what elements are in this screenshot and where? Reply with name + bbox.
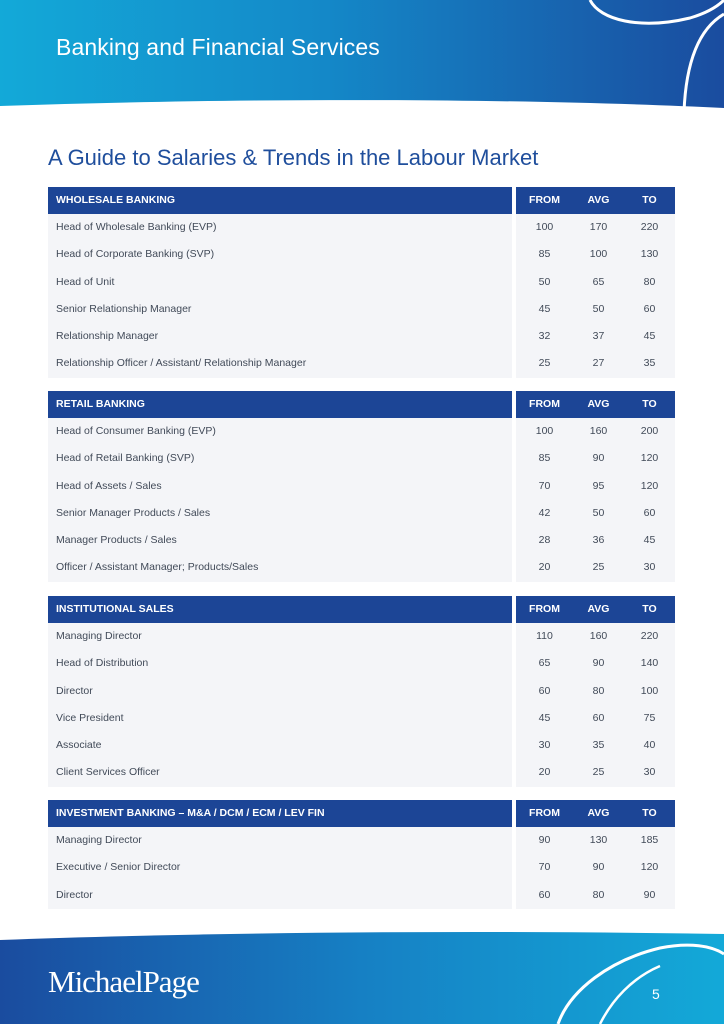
to-cell: 60	[643, 302, 656, 315]
to-cell: 120	[640, 479, 659, 492]
role-cell: Head of Unit	[48, 269, 512, 296]
table-row	[48, 214, 675, 241]
role-cell: Managing Director	[48, 827, 512, 854]
from-cell: 70	[538, 479, 551, 492]
avg-cell: 170	[589, 221, 608, 233]
from-cell: 25	[538, 357, 551, 370]
table-row	[48, 445, 675, 472]
avg-cell: 60	[592, 711, 605, 724]
to-cell: 185	[640, 834, 659, 846]
to-cell: 30	[643, 766, 656, 779]
from-cell: 45	[538, 302, 551, 315]
table-row	[48, 678, 675, 705]
to-cell: 40	[643, 739, 656, 752]
avg-cell: 36	[592, 534, 605, 547]
role-cell: Senior Manager Products / Sales	[48, 500, 512, 527]
from-cell: 65	[538, 657, 551, 670]
role-cell: Head of Consumer Banking (EVP)	[48, 418, 512, 445]
table-row	[48, 269, 675, 296]
avg-cell: 80	[592, 684, 605, 697]
role-cell: Executive / Senior Director	[48, 854, 512, 881]
role-cell: Manager Products / Sales	[48, 527, 512, 554]
document-title: A Guide to Salaries & Trends in the Labour Market	[48, 145, 539, 170]
salary-table-institutional-sales	[48, 596, 675, 787]
table-header	[48, 187, 675, 214]
from-cell: 110	[536, 630, 553, 642]
avg-cell: 90	[592, 452, 605, 465]
table-row	[48, 705, 675, 732]
from-cell: 32	[538, 330, 551, 343]
role-cell: Relationship Officer / Assistant/ Relationship Manager	[48, 350, 512, 377]
table-row	[48, 241, 675, 268]
from-cell: 45	[538, 711, 551, 724]
avg-cell: 50	[592, 506, 605, 519]
role-cell: Senior Relationship Manager	[48, 296, 512, 323]
to-cell: 35	[643, 357, 656, 370]
table-row	[48, 854, 675, 881]
from-cell: 90	[538, 834, 551, 846]
to-cell: 130	[640, 248, 659, 261]
to-cell: 30	[643, 561, 656, 574]
column-header-to: TO	[642, 603, 657, 615]
to-cell: 220	[640, 630, 659, 642]
avg-cell: 65	[592, 275, 605, 288]
avg-cell: 25	[592, 561, 605, 574]
role-cell: Head of Assets / Sales	[48, 473, 512, 500]
role-cell: Associate	[48, 732, 512, 759]
column-header-to: TO	[642, 194, 657, 206]
table-header	[48, 596, 675, 623]
to-cell: 45	[643, 330, 656, 343]
from-cell: 20	[538, 766, 551, 779]
table-row	[48, 554, 675, 581]
from-cell: 42	[538, 506, 551, 519]
from-cell: 28	[538, 534, 551, 547]
section-title: INVESTMENT BANKING – M&A / DCM / ECM / LEV FIN	[48, 800, 512, 827]
table-row	[48, 350, 675, 377]
table-row	[48, 759, 675, 786]
table-row	[48, 827, 675, 854]
column-header-from: FROM	[529, 194, 560, 206]
table-row	[48, 623, 675, 650]
michael-page-logo: MichaelPage	[48, 964, 199, 999]
section-title: WHOLESALE BANKING	[48, 187, 512, 214]
salary-table-retail-banking	[48, 391, 675, 582]
to-cell: 90	[643, 888, 656, 901]
role-cell: Relationship Manager	[48, 323, 512, 350]
table-header	[48, 391, 675, 418]
table-row	[48, 527, 675, 554]
avg-cell: 27	[592, 357, 605, 370]
to-cell: 75	[643, 711, 656, 724]
from-cell: 50	[538, 275, 551, 288]
role-cell: Officer / Assistant Manager; Products/Sales	[48, 554, 512, 581]
avg-cell: 160	[589, 630, 608, 642]
from-cell: 60	[538, 684, 551, 697]
avg-cell: 100	[589, 248, 608, 261]
to-cell: 120	[640, 861, 659, 874]
column-header-avg: AVG	[587, 603, 610, 615]
to-cell: 200	[640, 425, 659, 437]
role-cell: Head of Corporate Banking (SVP)	[48, 241, 512, 268]
role-cell: Client Services Officer	[48, 759, 512, 786]
from-cell: 85	[538, 248, 551, 261]
salary-table-investment-banking	[48, 800, 675, 909]
role-cell: Director	[48, 882, 512, 909]
avg-cell: 50	[592, 302, 605, 315]
to-cell: 220	[640, 221, 659, 233]
from-cell: 85	[538, 452, 551, 465]
role-cell: Director	[48, 678, 512, 705]
from-cell: 100	[535, 221, 554, 233]
to-cell: 100	[640, 684, 659, 697]
table-row	[48, 323, 675, 350]
to-cell: 140	[640, 657, 659, 670]
role-cell: Head of Retail Banking (SVP)	[48, 445, 512, 472]
from-cell: 30	[538, 739, 551, 752]
table-row	[48, 500, 675, 527]
avg-cell: 95	[592, 479, 605, 492]
role-cell: Managing Director	[48, 623, 512, 650]
from-cell: 60	[538, 888, 551, 901]
column-header-from: FROM	[529, 807, 560, 819]
column-header-avg: AVG	[587, 398, 610, 410]
table-row	[48, 418, 675, 445]
to-cell: 60	[643, 506, 656, 519]
table-row	[48, 473, 675, 500]
to-cell: 45	[643, 534, 656, 547]
avg-cell: 90	[592, 861, 605, 874]
section-title: RETAIL BANKING	[48, 391, 512, 418]
header-title: Banking and Financial Services	[56, 34, 380, 60]
table-row	[48, 650, 675, 677]
column-header-to: TO	[642, 398, 657, 410]
column-header-to: TO	[642, 807, 657, 819]
avg-cell: 160	[589, 425, 608, 437]
to-cell: 80	[643, 275, 656, 288]
section-title: INSTITUTIONAL SALES	[48, 596, 512, 623]
table-row	[48, 732, 675, 759]
avg-cell: 35	[592, 739, 605, 752]
table-row	[48, 296, 675, 323]
from-cell: 70	[538, 861, 551, 874]
avg-cell: 25	[592, 766, 605, 779]
role-cell: Head of Wholesale Banking (EVP)	[48, 214, 512, 241]
column-header-from: FROM	[529, 398, 560, 410]
column-header-avg: AVG	[587, 807, 610, 819]
avg-cell: 130	[589, 834, 608, 846]
role-cell: Head of Distribution	[48, 650, 512, 677]
from-cell: 100	[535, 425, 554, 437]
role-cell: Vice President	[48, 705, 512, 732]
from-cell: 20	[538, 561, 551, 574]
column-header-avg: AVG	[587, 194, 610, 206]
salary-table-wholesale-banking	[48, 187, 675, 378]
avg-cell: 37	[592, 330, 605, 343]
avg-cell: 80	[592, 888, 605, 901]
to-cell: 120	[640, 452, 659, 465]
table-header	[48, 800, 675, 827]
header-band	[0, 0, 724, 112]
avg-cell: 90	[592, 657, 605, 670]
table-row	[48, 882, 675, 909]
page-number: 5	[652, 986, 660, 1002]
column-header-from: FROM	[529, 603, 560, 615]
